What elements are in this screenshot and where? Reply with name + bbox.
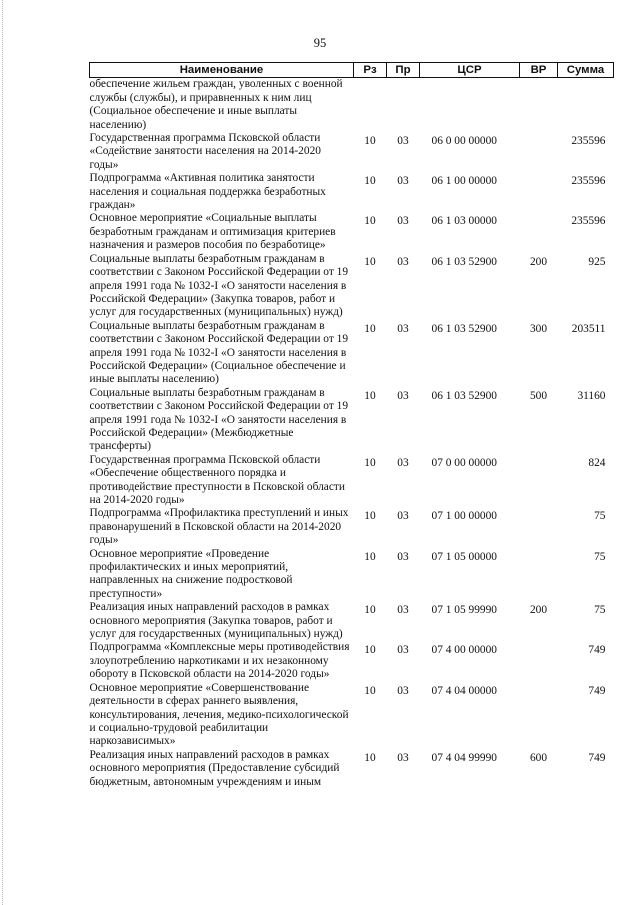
name-cell: Основное мероприятие «Совершенствование деятельности в сферах раннего выявления, консультирования, лечения, медико-психологической и социально-трудовой реабилитации наркозависимых» <box>89 681 349 748</box>
rz-cell: 10 <box>364 684 376 697</box>
name-cell: Подпрограмма «Комплексные меры противодействия злоупотреблению наркотиками и их незаконному обороту в Псковской области на 2014-2020 годы» <box>89 641 350 681</box>
sum-cell: 75 <box>594 510 606 523</box>
rz-cell: 10 <box>364 322 376 335</box>
vr-cell <box>520 548 558 602</box>
header-name: Наименование <box>90 63 354 78</box>
table-body <box>90 78 614 789</box>
vr-cell <box>520 172 558 212</box>
table-row <box>90 454 614 508</box>
rz-cell: 10 <box>364 175 376 188</box>
sum-cell: 749 <box>588 644 606 657</box>
pr-cell: 03 <box>397 322 409 335</box>
header-vr: ВР <box>520 63 558 78</box>
rz-cell: 10 <box>364 135 376 148</box>
table-row <box>90 212 614 252</box>
name-cell: Подпрограмма «Профилактика преступлений и иных правонарушений в Псковской области на 2014-2020 годы» <box>89 507 349 547</box>
csr-cell: 06 1 03 52900 <box>431 389 497 402</box>
table-row <box>90 320 614 387</box>
page-edge-line <box>2 0 4 905</box>
csr-cell: 06 1 03 00000 <box>431 215 497 228</box>
table-row <box>90 78 614 132</box>
pr-cell: 03 <box>397 255 409 268</box>
rz-cell: 10 <box>364 255 376 268</box>
name-cell: обеспечение жильем граждан, уволенных с военной службы (службы), и приравненных к ним лиц (Социальное обеспечение и иные выплаты населению) <box>89 78 343 131</box>
vr-cell: 500 <box>529 389 548 402</box>
csr-cell: 06 1 03 52900 <box>431 255 497 268</box>
rz-cell: 10 <box>364 604 376 617</box>
rz-cell: 10 <box>364 389 376 402</box>
name-cell: Основное мероприятие «Проведение профилактических и иных мероприятий, направленных на снижение подростковой преступности» <box>89 547 293 600</box>
sum-cell: 203511 <box>571 322 606 335</box>
csr-cell: 06 1 03 52900 <box>431 322 497 335</box>
table-row <box>90 387 614 454</box>
vr-cell: 300 <box>529 322 548 335</box>
vr-cell <box>520 641 558 681</box>
rz-cell: 10 <box>364 510 376 523</box>
pr-cell: 03 <box>397 456 409 469</box>
csr-cell: 07 4 04 00000 <box>431 684 497 697</box>
pr-cell: 03 <box>397 684 409 697</box>
table-row <box>90 641 614 681</box>
name-cell: Реализация иных направлений расходов в рамках основного мероприятия (Закупка товаров, работ и услуг для государственных (муниципальных) нужд) <box>89 601 343 641</box>
page-number: 95 <box>313 36 327 50</box>
table-row <box>90 132 614 172</box>
vr-cell <box>520 132 558 172</box>
pr-cell: 03 <box>397 389 409 402</box>
pr-cell: 03 <box>397 510 409 523</box>
csr-cell: 06 1 00 00000 <box>431 175 497 188</box>
csr-cell: 07 4 00 00000 <box>431 644 497 657</box>
table-row <box>90 253 614 320</box>
header-csr: ЦСР <box>420 63 520 78</box>
sum-cell: 824 <box>588 456 606 469</box>
vr-cell <box>520 78 558 132</box>
name-cell: Основное мероприятие «Социальные выплаты безработным гражданам и оптимизация критериев назначения и размеров пособия по безработице» <box>89 212 336 252</box>
pr-cell: 03 <box>397 644 409 657</box>
pr-cell: 03 <box>397 175 409 188</box>
vr-cell <box>520 682 558 749</box>
table-row <box>90 172 614 212</box>
rz-cell: 10 <box>364 456 376 469</box>
rz-cell: 10 <box>364 550 376 563</box>
pr-cell: 03 <box>397 751 409 764</box>
sum-cell: 235596 <box>571 175 606 188</box>
table-row <box>90 682 614 749</box>
pr-cell: 03 <box>397 215 409 228</box>
sum-cell: 235596 <box>571 135 606 148</box>
vr-cell <box>520 454 558 508</box>
name-cell: Государственная программа Псковской области «Содействие занятости населения на 2014-2020 годы» <box>89 132 321 171</box>
sum-cell: 75 <box>594 550 606 563</box>
header-sum: Сумма <box>558 63 614 78</box>
sum-cell <box>558 78 614 132</box>
name-cell: Социальные выплаты безработным гражданам в соответствии с Законом Российской Федерации от 19 апреля 1991 года № 1032-I «О занятости населения в Российской Федерации» (Социальное обеспечение и иные выплаты населению) <box>89 319 349 386</box>
rz-cell: 10 <box>364 751 376 764</box>
vr-cell <box>520 507 558 547</box>
vr-cell: 200 <box>529 604 548 617</box>
csr-cell <box>420 78 520 132</box>
pr-cell: 03 <box>397 604 409 617</box>
sum-cell: 75 <box>594 604 606 617</box>
csr-cell: 07 0 00 00000 <box>431 456 497 469</box>
table-row <box>90 749 614 789</box>
name-cell: Государственная программа Псковской области «Обеспечение общественного порядка и противодействие преступности в Псковской области на 2014-2020 годы» <box>89 453 345 506</box>
sum-cell: 31160 <box>577 389 606 402</box>
table-row <box>90 601 614 641</box>
sum-cell: 749 <box>588 684 606 697</box>
vr-cell: 600 <box>529 751 548 764</box>
rz-cell: 10 <box>364 644 376 657</box>
name-cell: Подпрограмма «Активная политика занятости населения и социальная поддержка безработных граждан» <box>89 172 326 212</box>
table-row <box>90 548 614 602</box>
pr-cell: 03 <box>397 550 409 563</box>
pr-cell: 03 <box>397 135 409 148</box>
name-cell: Социальные выплаты безработным гражданам в соответствии с Законом Российской Федерации от 19 апреля 1991 года № 1032-I «О занятости населения в Российской Федерации» (Закупка товаров, работ и услуг для государственных (муниципальных) нужд) <box>89 252 349 319</box>
csr-cell: 07 1 00 00000 <box>431 510 497 523</box>
sum-cell: 235596 <box>571 215 606 228</box>
csr-cell: 07 1 05 99990 <box>431 604 497 617</box>
header-pr: Пр <box>387 63 420 78</box>
rz-cell: 10 <box>364 215 376 228</box>
csr-cell: 07 1 05 00000 <box>431 550 497 563</box>
sum-cell: 925 <box>588 255 606 268</box>
budget-table <box>89 62 614 789</box>
name-cell: Социальные выплаты безработным гражданам в соответствии с Законом Российской Федерации от 19 апреля 1991 года № 1032-I «О занятости населения в Российской Федерации» (Межбюджетные трансферты) <box>89 386 349 453</box>
table-row <box>90 507 614 547</box>
rz-cell <box>354 78 387 132</box>
vr-cell <box>520 212 558 252</box>
csr-cell: 06 0 00 00000 <box>431 135 497 148</box>
csr-cell: 07 4 04 99990 <box>431 751 497 764</box>
vr-cell: 200 <box>529 255 548 268</box>
name-cell: Реализация иных направлений расходов в рамках основного мероприятия (Предоставление субсидий бюджетным, автономным учреждениям и иным <box>89 748 340 788</box>
header-rz: Рз <box>354 63 387 78</box>
sum-cell: 749 <box>588 751 606 764</box>
table-header-row <box>90 63 614 78</box>
pr-cell <box>387 78 420 132</box>
